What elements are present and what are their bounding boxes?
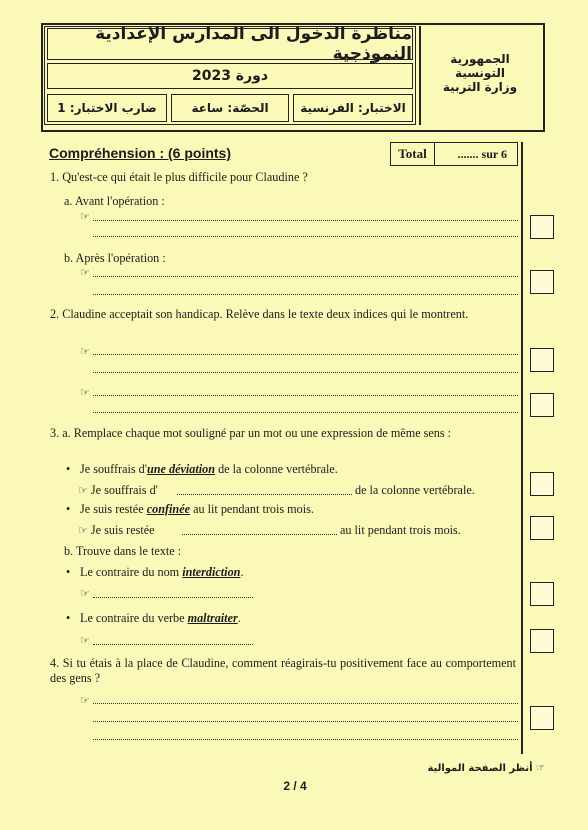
bullet: • [66,502,71,516]
pointing-hand-icon: ☞ [80,635,90,647]
ministry-line-1: الجمهورية التونسية [450,52,510,80]
pointing-hand-icon: ☞ [80,695,90,707]
exam-session: دورة 2023 [47,63,413,89]
item-b1-pre: Le contraire du nom [80,565,183,579]
answer-line[interactable] [182,534,337,535]
item-b1-post: . [240,565,244,579]
answer-line[interactable] [93,236,518,237]
underlined-word-1: une déviation [146,462,216,476]
answer-line[interactable] [93,597,253,598]
header-separator [419,26,421,125]
answer-line[interactable] [93,412,518,413]
underlined-word-4: maltraiter [187,611,238,625]
answer-sentence-1 [78,483,158,499]
answer-2-pre: Je suis restée [90,523,155,537]
score-box[interactable] [530,270,554,294]
answer-line[interactable] [93,721,518,722]
answer-1-post: de la colonne vertébrale. [355,483,475,497]
pointing-hand-icon: ☞ [80,267,90,279]
exam-subject: الاختبار: الفرنسية [293,94,413,122]
bullet: • [66,611,71,625]
ministry-line-2: وزارة التربية [442,80,518,94]
answer-line[interactable] [93,739,518,740]
section-title: Compréhension : (6 points) [49,145,231,161]
answer-line[interactable] [93,703,518,704]
score-box[interactable] [530,348,554,372]
answer-2-post: au lit pendant trois mois. [340,523,461,537]
item-b2-post: . [237,611,241,625]
item-b2-pre: Le contraire du verbe [80,611,188,625]
sentence-1-pre: Je souffrais d' [80,462,147,476]
score-box[interactable] [530,629,554,653]
item-b1 [66,565,244,580]
pointing-hand-icon: ☞ [80,588,90,600]
exam-title: مناظرة الدخول الى المدارس الإعدادية النموذجية [47,28,413,60]
answer-line[interactable] [93,354,518,355]
exam-coefficient: ضارب الاختبار: 1 [47,94,167,122]
total-label: Total [391,143,435,165]
score-box[interactable] [530,215,554,239]
answer-line[interactable] [93,644,253,645]
answer-line[interactable] [93,294,518,295]
answer-1-pre: Je souffrais d' [90,483,158,497]
question-3b: b. Trouve dans le texte : [64,544,182,558]
pointing-hand-icon: ☞ [80,387,90,399]
sentence-2-pre: Je suis restée [80,502,147,516]
item-b2 [66,611,241,626]
score-box[interactable] [530,393,554,417]
turn-page-text: أنظر الصفحة الموالية [427,763,533,774]
answer-line[interactable] [93,395,518,396]
pointing-hand-icon: ☞ [80,346,90,358]
pointing-hand-icon: ☞ [80,211,90,223]
page-number: 2 / 4 [283,779,307,793]
answer-line[interactable] [93,276,518,277]
answer-line[interactable] [93,372,518,373]
turn-page-note [420,763,545,774]
underlined-word-2: confinée [146,502,191,516]
score-box[interactable] [530,472,554,496]
sentence-1-post: de la colonne vertébrale. [215,462,338,476]
pointing-hand-icon: ☞ [78,525,88,537]
pointing-hand-icon: ☞ [78,485,88,497]
sentence-2-post: au lit pendant trois mois. [190,502,314,516]
exam-duration: الحصّة: ساعة [171,94,289,122]
question-1: 1. Qu'est-ce qui était le plus difficile pour Claudine ? [50,170,308,184]
sentence-2 [66,502,314,517]
total-score-box [390,142,518,166]
answer-line[interactable] [177,494,352,495]
question-1a: a. Avant l'opération : [64,194,165,208]
score-box[interactable] [530,582,554,606]
question-4: 4. Si tu étais à la place de Claudine, comment réagirais-tu positivement face au comportement des gens ? [50,656,516,685]
answer-line[interactable] [93,220,518,221]
score-box[interactable] [530,706,554,730]
question-1b: b. Après l'opération : [64,251,166,265]
question-3a: 3. a. Remplace chaque mot souligné par un mot ou une expression de même sens : [50,426,452,440]
answer-sentence-2 [78,523,155,539]
margin-line [521,142,523,754]
bullet: • [66,565,71,579]
underlined-word-3: interdiction [182,565,241,579]
sentence-1 [66,462,338,477]
question-2: 2. Claudine acceptait son handicap. Relève dans le texte deux indices qui le montrent. [50,307,469,321]
bullet: • [66,462,71,476]
total-value: ....... sur 6 [457,146,507,161]
pointing-hand-icon: ☞ [536,763,545,774]
score-box[interactable] [530,516,554,540]
